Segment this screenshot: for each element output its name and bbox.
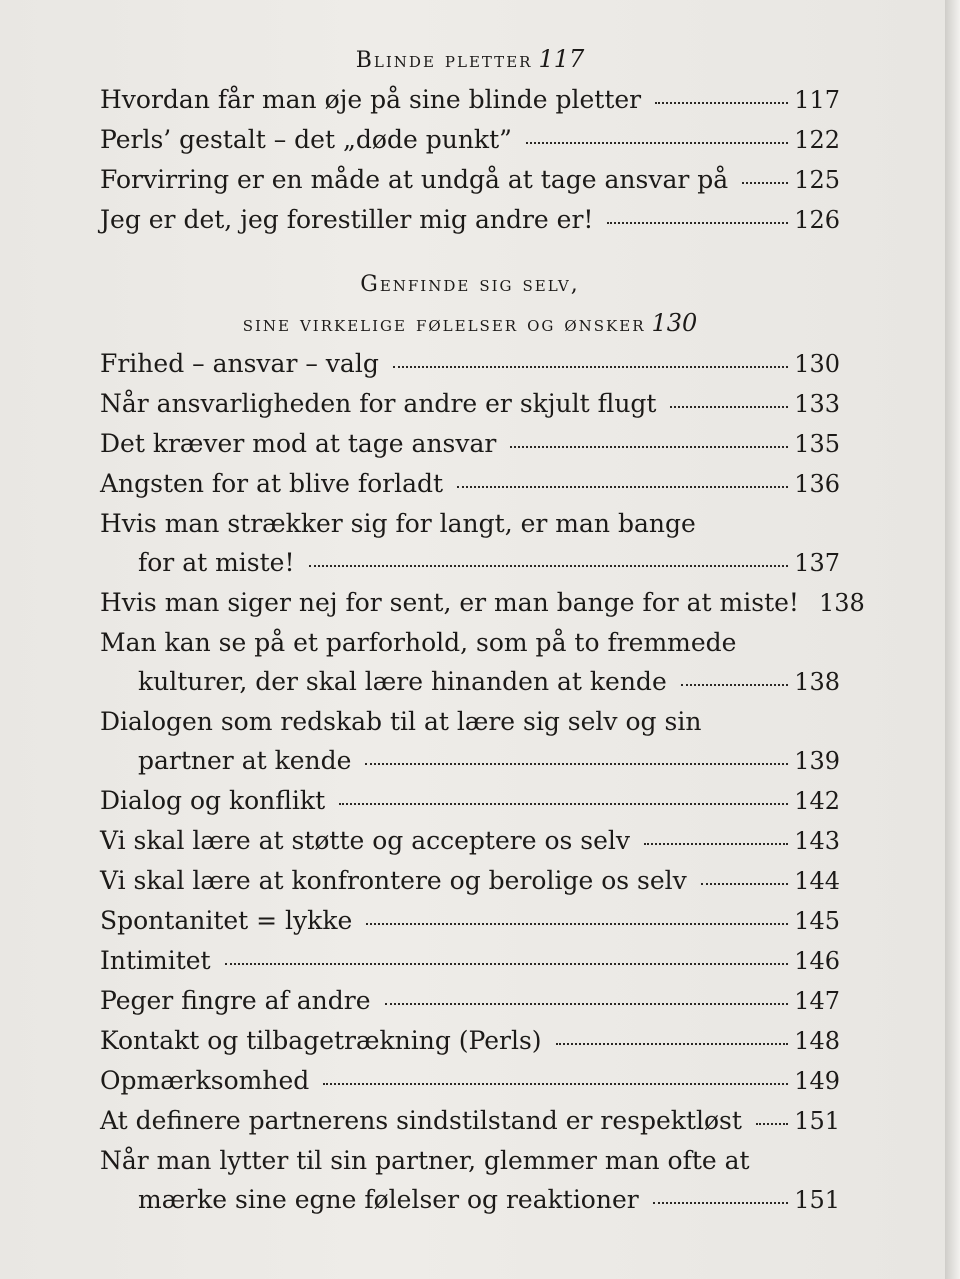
section-title-text: sine virkelige følelser og ønsker <box>242 312 646 337</box>
toc-entry <box>100 821 840 861</box>
entry-page-number: 143 <box>794 827 840 855</box>
entry-title: Hvordan får man øje på sine blinde pletter <box>100 85 642 114</box>
section-title-text: Blinde pletter <box>355 48 533 73</box>
dot-leader <box>556 1042 789 1045</box>
toc-entry <box>100 861 840 901</box>
toc-entry <box>100 384 840 424</box>
entry-page-number: 137 <box>794 549 840 577</box>
dot-leader <box>655 101 788 104</box>
entry-title: Det kræver mod at tage ansvar <box>100 429 497 458</box>
toc-entry <box>100 781 840 821</box>
page-edge <box>945 0 960 1279</box>
toc-entry <box>100 1141 840 1220</box>
entry-page-number: 146 <box>794 947 840 975</box>
dot-leader <box>607 221 788 224</box>
toc-entry <box>100 160 840 200</box>
dot-leader <box>339 802 788 805</box>
section-title-text: Genfinde sig selv, <box>360 272 580 297</box>
toc-entry <box>100 120 840 160</box>
section-page-number: 117 <box>538 45 585 73</box>
entry-page-number: 144 <box>794 867 840 895</box>
toc-entry <box>100 941 840 981</box>
entry-title: Når ansvarligheden for andre er skjult flugt <box>100 389 657 418</box>
toc-entry <box>100 1061 840 1101</box>
entry-title: mærke sine egne følelser og reaktioner <box>138 1185 639 1214</box>
dot-leader <box>756 1122 788 1125</box>
entry-page-number: 125 <box>794 166 840 194</box>
section-title <box>100 40 840 80</box>
dot-leader <box>681 683 788 686</box>
section-title <box>100 304 840 344</box>
entry-page-number: 126 <box>794 206 840 234</box>
entry-title: Forvirring er en måde at undgå at tage ansvar på <box>100 165 729 194</box>
entry-page-number: 138 <box>794 668 840 696</box>
dot-leader <box>742 181 788 184</box>
toc-entry <box>100 1021 840 1061</box>
entry-page-number: 130 <box>794 350 840 378</box>
entry-title: Hvis man siger nej for sent, er man bange for at miste! <box>100 588 799 617</box>
toc-entry <box>100 200 840 240</box>
dot-leader <box>526 141 788 144</box>
entry-title: Jeg er det, jeg forestiller mig andre er! <box>100 205 594 234</box>
entry-title: Angsten for at blive forladt <box>100 469 444 498</box>
entry-page-number: 133 <box>794 390 840 418</box>
toc-entry <box>100 583 865 623</box>
dot-leader <box>457 485 788 488</box>
entry-title: partner at kende <box>138 746 352 775</box>
toc-entry <box>100 344 840 384</box>
entry-title: for at miste! <box>138 548 295 577</box>
toc-entry <box>100 424 840 464</box>
entry-title: Kontakt og tilbagetrækning (Perls) <box>100 1026 542 1055</box>
entry-title: Peger fingre af andre <box>100 986 371 1015</box>
entry-title: Intimitet <box>100 946 211 975</box>
section-page-number: 130 <box>651 309 698 337</box>
entry-page-number: 142 <box>794 787 840 815</box>
toc-entry <box>100 1101 840 1141</box>
dot-leader <box>225 962 789 965</box>
entry-page-number: 117 <box>794 86 840 114</box>
entry-title: Vi skal lære at konfrontere og berolige os selv <box>100 866 687 895</box>
entry-page-number: 151 <box>794 1107 840 1135</box>
entry-page-number: 149 <box>794 1067 840 1095</box>
entry-page-number: 122 <box>794 126 840 154</box>
toc-entry <box>100 901 840 941</box>
section-title <box>100 266 840 304</box>
dot-leader <box>366 922 788 925</box>
toc-entry <box>100 702 840 781</box>
entry-page-number: 136 <box>794 470 840 498</box>
entry-title: Når man lytter til sin partner, glemmer man ofte at <box>100 1146 750 1175</box>
dot-leader <box>385 1002 789 1005</box>
toc-entry <box>100 464 840 504</box>
entry-page-number: 135 <box>794 430 840 458</box>
toc-section <box>100 40 840 240</box>
entry-title: Opmærksomhed <box>100 1066 310 1095</box>
entry-title: kulturer, der skal lære hinanden at kende <box>138 667 667 696</box>
entry-title: Frihed – ansvar – valg <box>100 349 379 378</box>
dot-leader <box>365 762 788 765</box>
toc-entry <box>100 504 840 583</box>
dot-leader <box>393 365 788 368</box>
dot-leader <box>653 1201 788 1204</box>
entry-page-number: 148 <box>794 1027 840 1055</box>
entry-title: At definere partnerens sindstilstand er respektløst <box>100 1106 742 1135</box>
dot-leader <box>644 842 788 845</box>
entry-title: Dialogen som redskab til at lære sig selv og sin <box>100 707 702 736</box>
entry-title: Spontanitet = lykke <box>100 906 353 935</box>
entry-title: Perls’ gestalt – det „døde punkt” <box>100 125 512 154</box>
toc-entry <box>100 623 840 702</box>
dot-leader <box>510 445 788 448</box>
entry-page-number: 145 <box>794 907 840 935</box>
entry-page-number: 138 <box>818 589 865 617</box>
toc-entry <box>100 80 840 120</box>
entry-page-number: 151 <box>794 1186 840 1214</box>
entry-title: Hvis man strækker sig for langt, er man bange <box>100 509 696 538</box>
dot-leader <box>323 1082 788 1085</box>
entry-title: Dialog og konflikt <box>100 786 326 815</box>
dot-leader <box>701 882 788 885</box>
toc-section <box>100 266 865 1220</box>
toc-entry <box>100 981 840 1021</box>
dot-leader <box>670 405 788 408</box>
dot-leader <box>309 564 789 567</box>
entry-page-number: 139 <box>794 747 840 775</box>
entry-title: Vi skal lære at støtte og acceptere os selv <box>100 826 631 855</box>
entry-title: Man kan se på et parforhold, som på to fremmede <box>100 628 737 657</box>
entry-page-number: 147 <box>794 987 840 1015</box>
table-of-contents <box>100 40 865 1246</box>
